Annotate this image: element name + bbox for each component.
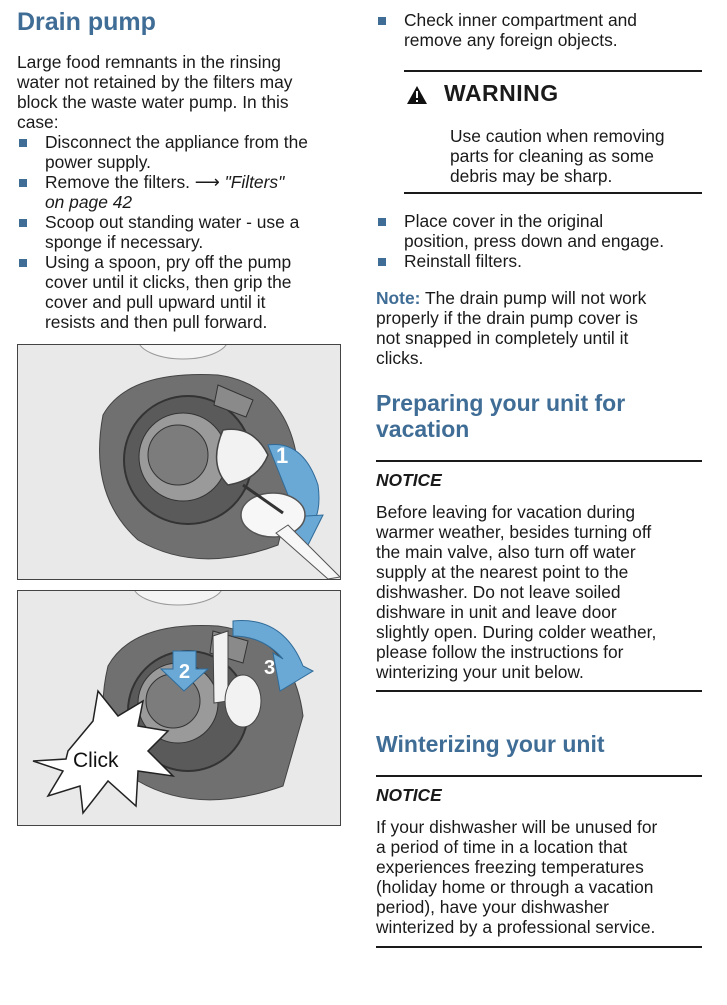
warning-title: WARNING [444, 80, 559, 106]
list-item-text: Scoop out standing water - use a [45, 212, 300, 232]
list-item [376, 251, 711, 271]
pump-cover-illustration-1 [18, 345, 340, 579]
notice-line: period), have your dishwasher [376, 897, 609, 917]
list-item-text: Remove the filters. ⟶ [45, 172, 225, 192]
list-item-text: Check inner compartment and [404, 10, 637, 30]
cleanup-steps [376, 10, 706, 50]
section-title-line: vacation [376, 416, 470, 442]
pump-cover-illustration-2 [18, 591, 340, 825]
list-item-text: Using a spoon, pry off the pump [45, 252, 292, 272]
notice-line: please follow the instructions for [376, 642, 624, 662]
warning-line: parts for cleaning as some [450, 146, 654, 166]
winter-notice-text [376, 817, 711, 937]
list-item-text: Reinstall filters. [404, 251, 522, 271]
warning-box [404, 70, 702, 194]
warning-text [450, 126, 702, 186]
list-item [17, 252, 347, 332]
step-number-2: 2 [179, 661, 191, 683]
list-item [17, 212, 347, 252]
list-item-text: cover and pull upward until it [45, 292, 266, 312]
list-item-text: position, press down and engage. [404, 231, 665, 251]
notice-line: Before leaving for vacation during [376, 502, 636, 522]
notice-line: warmer weather, besides turning off [376, 522, 652, 542]
section-title-winterizing: Winterizing your unit [376, 731, 605, 757]
warning-line: debris may be sharp. [450, 166, 613, 186]
vacation-notice-rule [376, 460, 702, 462]
note-label: Note: [376, 288, 421, 308]
note-line: not snapped in completely until it [376, 328, 629, 348]
notice-line: slightly open. During colder weather, [376, 622, 657, 642]
section-title-vacation [376, 390, 706, 442]
vacation-notice-label: NOTICE [376, 470, 442, 490]
drain-pump-intro [17, 52, 347, 132]
reinstall-steps [376, 211, 711, 271]
bullet-square-icon [19, 259, 27, 267]
intro-line: water not retained by the filters may [17, 72, 293, 92]
note-line [376, 288, 711, 308]
section-title-drain-pump: Drain pump [17, 8, 156, 36]
note-line: clicks. [376, 348, 424, 368]
list-item [17, 132, 347, 172]
step-number-1: 1 [276, 443, 289, 468]
winter-notice-label: NOTICE [376, 785, 442, 805]
cross-reference-page[interactable]: on page 42 [45, 192, 133, 212]
bullet-square-icon [19, 139, 27, 147]
list-item-text: resists and then pull forward. [45, 312, 268, 332]
list-item-text: sponge if necessary. [45, 232, 204, 252]
bullet-square-icon [19, 179, 27, 187]
notice-line: the main valve, also turn off water [376, 542, 636, 562]
vacation-notice-text [376, 502, 711, 682]
notice-line: winterized by a professional service. [376, 917, 656, 937]
bullet-square-icon [19, 219, 27, 227]
cross-reference-link[interactable]: "Filters" [224, 172, 285, 192]
step-number-3: 3 [264, 657, 276, 679]
warning-triangle-icon [406, 85, 428, 105]
notice-line: dishwasher. Do not leave soiled [376, 582, 621, 602]
list-item-text: remove any foreign objects. [404, 30, 618, 50]
notice-line: experiences freezing temperatures [376, 857, 644, 877]
winter-notice-rule [376, 775, 702, 777]
bullet-square-icon [378, 218, 386, 226]
winter-notice-bottom-rule [376, 946, 702, 948]
warning-heading [404, 72, 702, 110]
warning-bottom-rule [404, 192, 702, 194]
notice-line: a period of time in a location that [376, 837, 628, 857]
click-burst-label: Click [73, 749, 119, 772]
section-title-line: Preparing your unit for [376, 390, 626, 416]
vacation-notice-bottom-rule [376, 690, 702, 692]
intro-line: Large food remnants in the rinsing [17, 52, 281, 72]
list-item-text: cover until it clicks, then grip the [45, 272, 292, 292]
list-item [376, 10, 706, 50]
intro-line: case: [17, 112, 59, 132]
bullet-square-icon [378, 258, 386, 266]
drain-pump-steps [17, 132, 347, 332]
intro-line: block the waste water pump. In this [17, 92, 289, 112]
note-line: properly if the drain pump cover is [376, 308, 638, 328]
notice-line: supply at the nearest point to the [376, 562, 629, 582]
bullet-square-icon [378, 17, 386, 25]
warning-line: Use caution when removing [450, 126, 665, 146]
list-item [17, 172, 347, 212]
notice-line: winterizing your unit below. [376, 662, 584, 682]
list-item-text: Disconnect the appliance from the [45, 132, 308, 152]
illustration-pry-off-pump-cover [17, 344, 341, 580]
notice-line: (holiday home or through a vacation [376, 877, 654, 897]
notice-line: If your dishwasher will be unused for [376, 817, 658, 837]
notice-line: dishware in unit and leave door [376, 602, 617, 622]
illustration-pull-pump-cover [17, 590, 341, 826]
note-paragraph [376, 288, 711, 368]
list-item-text: Place cover in the original [404, 211, 604, 231]
note-text: The drain pump will not work [420, 288, 647, 308]
list-item-text [45, 172, 347, 192]
list-item [376, 211, 711, 251]
list-item-text: power supply. [45, 152, 152, 172]
